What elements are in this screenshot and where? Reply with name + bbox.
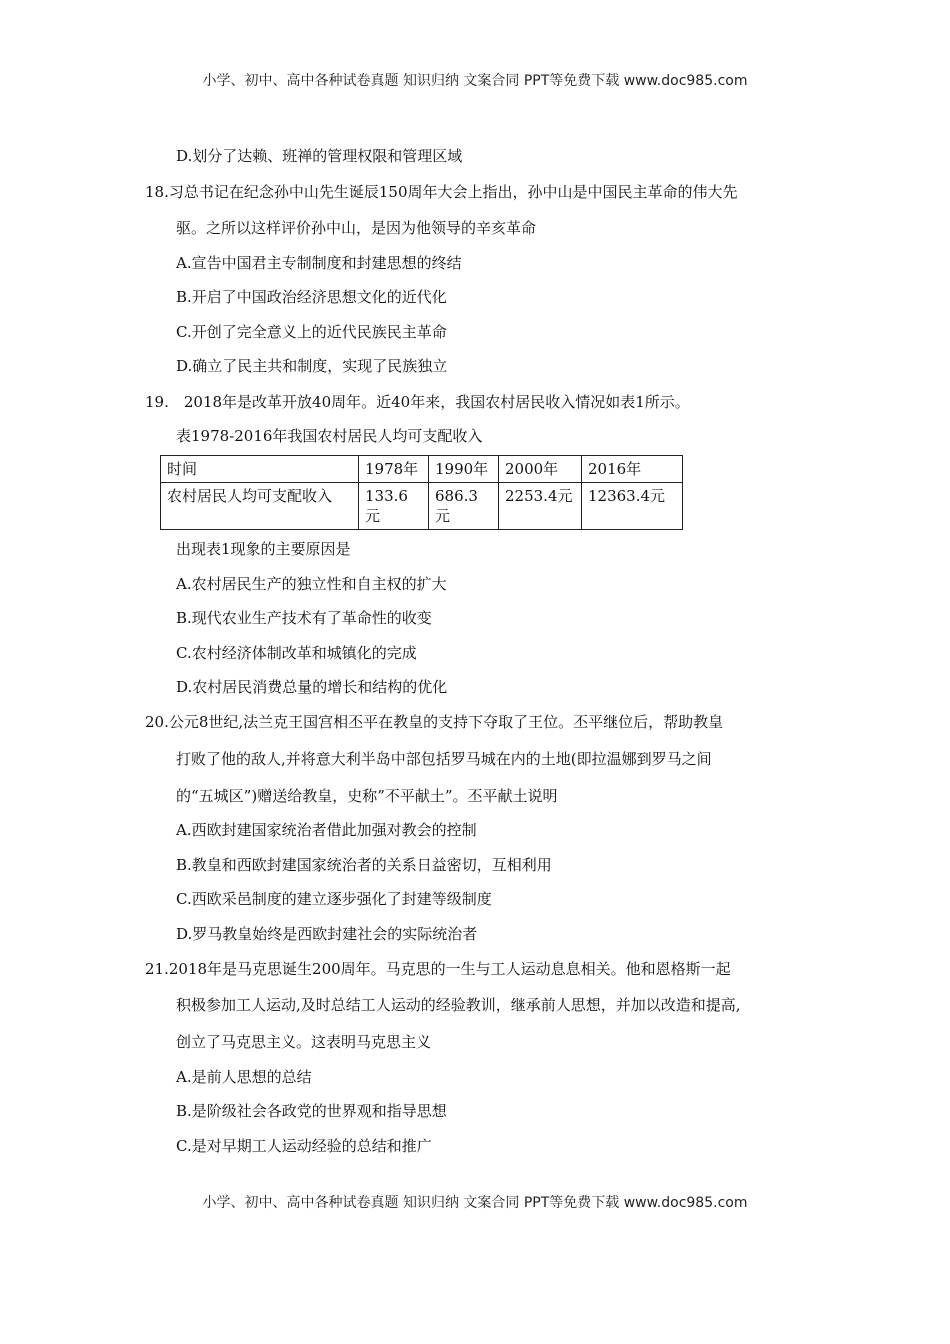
q19-option-b: B.现代农业生产技术有了革命性的收变: [176, 609, 432, 627]
q18-option-d: D.确立了民主共和制度，实现了民族独立: [176, 357, 448, 375]
q20-stem-line-2: 打败了他的敌人,并将意大利半岛中部包括罗马城在内的土地(即拉温娜到罗马之间: [176, 750, 712, 768]
q20-option-c: C.西欧采邑制度的建立逐步强化了封建等级制度: [176, 890, 492, 908]
q18-stem-line-2: 驱。之所以这样评价孙中山，是因为他领导的辛亥革命: [176, 219, 537, 237]
table-header-cell: 时间: [161, 456, 359, 483]
q17-option-d: D.划分了达赖、班禅的管理权限和管理区域: [176, 147, 463, 165]
table-cell: 12363.4元: [582, 483, 683, 530]
table-header-cell: 1990年: [429, 456, 499, 483]
table-header-cell: 1978年: [359, 456, 429, 483]
q19-option-d: D.农村居民消费总量的增长和结构的优化: [176, 678, 448, 696]
q21-option-a: A.是前人思想的总结: [176, 1068, 312, 1086]
page-header: 小学、初中、高中各种试卷真题 知识归纳 文案合同 PPT等免费下载 www.doc985.com: [202, 73, 748, 89]
q19-stem-line-2: 出现表1现象的主要原因是: [176, 540, 351, 558]
q19-option-a: A.农村居民生产的独立性和自主权的扩大: [176, 575, 447, 593]
q20-option-a: A.西欧封建国家统治者借此加强对教会的控制: [176, 821, 477, 839]
table-header-row: [161, 456, 683, 483]
q18-option-a: A.宣告中国君主专制制度和封建思想的终结: [176, 254, 462, 272]
q21-stem-line-3: 创立了马克思主义。这表明马克思主义: [176, 1033, 432, 1051]
table-cell: 2253.4元: [499, 483, 582, 530]
q21-stem-line-1: 21.2018年是马克思诞生200周年。马克思的一生与工人运动息息相关。他和恩格斯一起: [145, 960, 731, 978]
q18-option-c: C.开创了完全意义上的近代民族民主革命: [176, 323, 447, 341]
table-cell: 农村居民人均可支配收入: [161, 483, 359, 530]
q19-stem-line-1: 19. 2018年是改革开放40周年。近40年来，我国农村居民收入情况如表1所示。: [145, 393, 690, 411]
table-row: [161, 483, 683, 530]
q20-option-b: B.教皇和西欧封建国家统治者的关系日益密切，互相利用: [176, 856, 552, 874]
table-header-cell: 2000年: [499, 456, 582, 483]
table-header-cell: 2016年: [582, 456, 683, 483]
table-cell: 686.3元: [429, 483, 499, 530]
q20-stem-line-3: 的“五城区”)赠送给教皇，史称”不平献土”。丕平献土说明: [176, 787, 558, 805]
q21-option-c: C.是对早期工人运动经验的总结和推广: [176, 1137, 432, 1155]
income-table: [160, 455, 683, 530]
table-caption: 表1978-2016年我国农村居民人均可支配收入: [176, 427, 483, 445]
q18-option-b: B.开启了中国政治经济思想文化的近代化: [176, 288, 447, 306]
table-cell: 133.6元: [359, 483, 429, 530]
q20-stem-line-1: 20.公元8世纪,法兰克王国宫相丕平在教皇的支持下夺取了王位。丕平继位后，帮助教皇: [145, 713, 724, 731]
q20-option-d: D.罗马教皇始终是西欧封建社会的实际统治者: [176, 925, 478, 943]
q21-stem-line-2: 积极参加工人运动,及时总结工人运动的经验教训，继承前人思想，并加以改造和提高,: [176, 996, 741, 1014]
q21-option-b: B.是阶级社会各政党的世界观和指导思想: [176, 1102, 447, 1120]
page-footer: 小学、初中、高中各种试卷真题 知识归纳 文案合同 PPT等免费下载 www.doc985.com: [202, 1195, 748, 1211]
q18-stem-line-1: 18.习总书记在纪念孙中山先生诞辰150周年大会上指出，孙中山是中国民主革命的伟大先: [145, 183, 738, 201]
q19-option-c: C.农村经济体制改革和城镇化的完成: [176, 644, 417, 662]
